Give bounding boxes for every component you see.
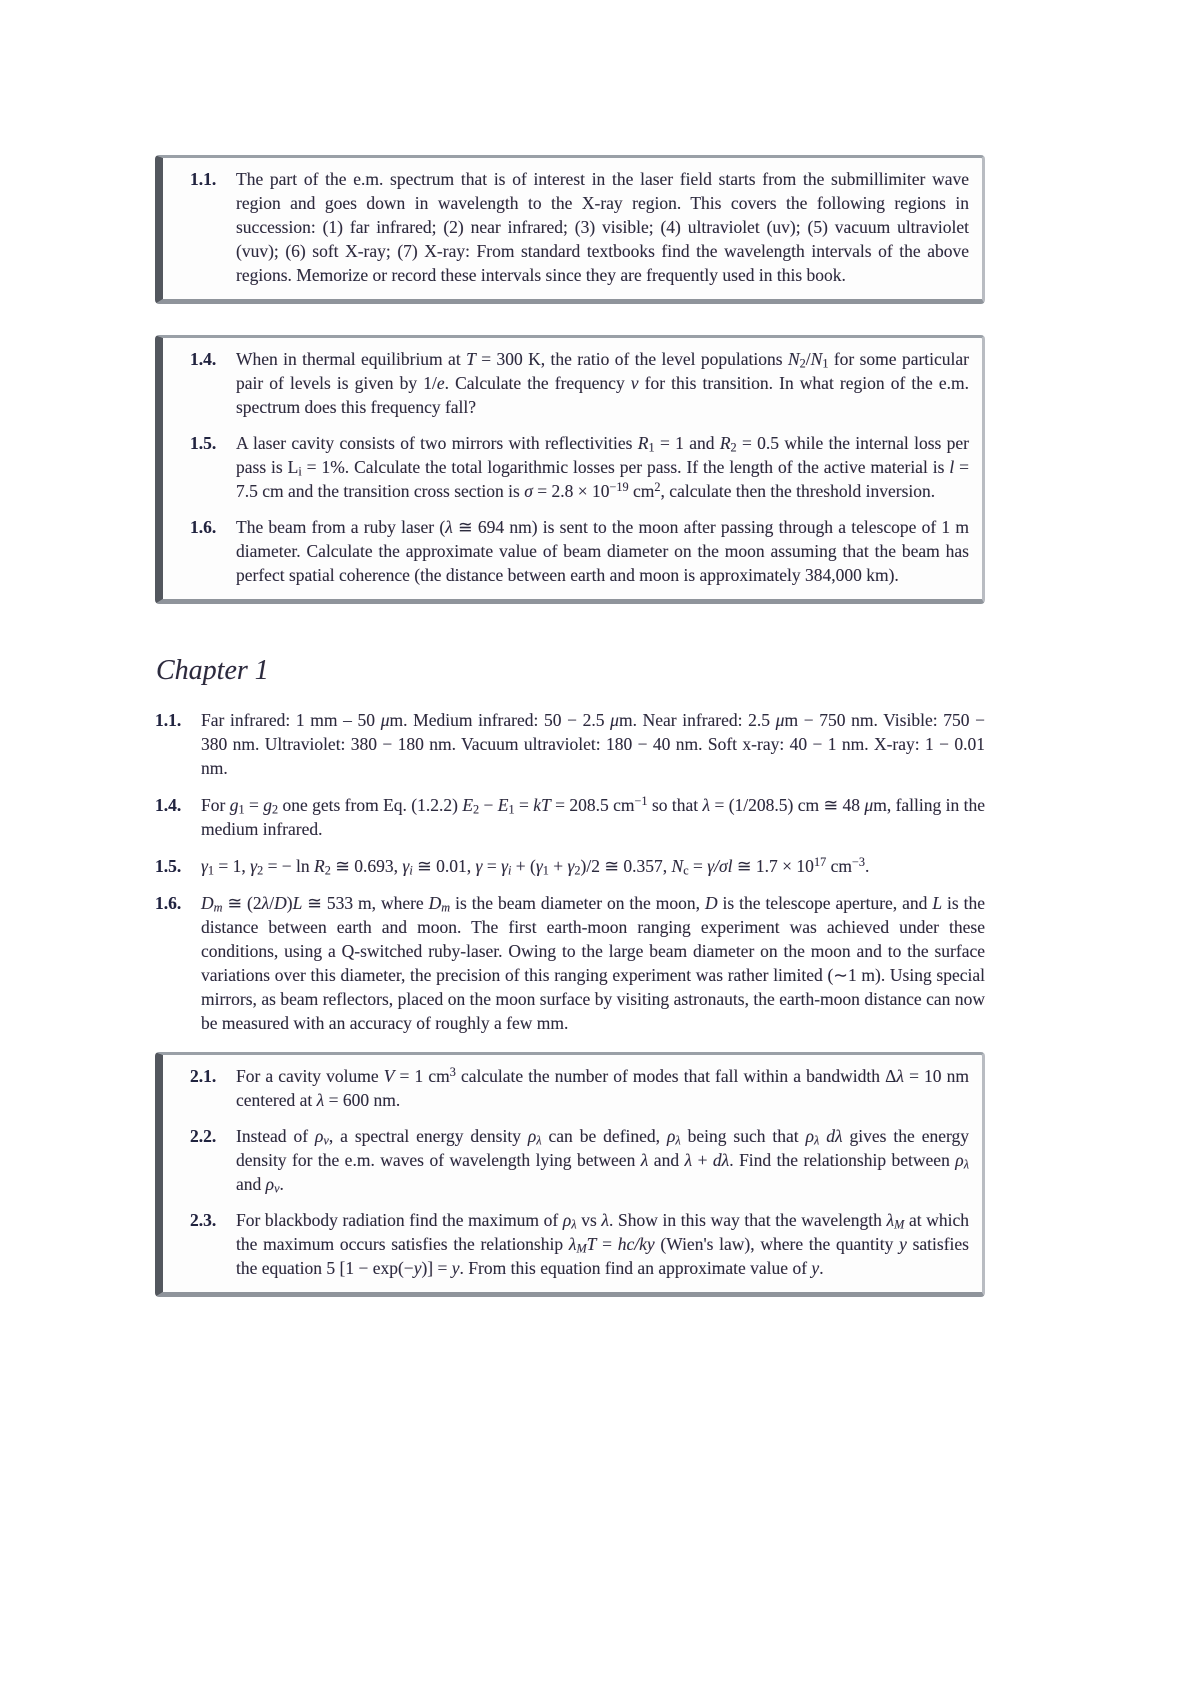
answer-number: 1.1. bbox=[155, 710, 182, 730]
page-content bbox=[155, 155, 985, 1297]
problem-item-1-6 bbox=[190, 515, 969, 587]
problem-text: When in thermal equilibrium at T = 300 K, the ratio of the level populations N2/N1 for some particular pair of levels is given by 1/e. Calculate the frequency ν for this transition. In what region of the e.m. spectrum does this frequency fall? bbox=[236, 349, 969, 417]
problem-item-1-1 bbox=[190, 167, 969, 287]
problem-item-1-5 bbox=[190, 431, 969, 503]
problem-text: The part of the e.m. spectrum that is of interest in the laser field starts from the submillimiter wave region and goes down in wavelength to the X-ray region. This covers the following regions in succession: (1) far infrared; (2) near infrared; (3) visible; (4) ultraviolet (uv); (5) vacuum ultraviolet (vuv); (6) soft X-ray; (7) X-ray: From standard textbooks find the wavelength intervals of the above regions. Memorize or record these intervals since they are frequently used in this book. bbox=[236, 169, 969, 285]
answer-number: 1.5. bbox=[155, 856, 182, 876]
problem-number: 1.4. bbox=[190, 349, 217, 369]
problem-text: For blackbody radiation find the maximum of ρλ vs λ. Show in this way that the wavelength λM at which the maximum occurs satisfies the relationship λMT = hc/ky (Wien's law), where the quantity y satisfies the equation 5 [1 − exp(−y)] = y. From this equation find an approximate value of y. bbox=[236, 1210, 969, 1278]
problem-item-2-1 bbox=[190, 1064, 969, 1112]
answer-item-1-5 bbox=[155, 854, 985, 878]
answer-text: Far infrared: 1 mm – 50 μm. Medium infrared: 50 − 2.5 μm. Near infrared: 2.5 μm − 750 nm. Visible: 750 − 380 nm. Ultraviolet: 380 − 180 nm. Vacuum ultraviolet: 180 − 40 nm. Soft x-ray: 40 − 1 nm. X-ray: 1 − 0.01 nm. bbox=[201, 710, 985, 778]
answer-text: γ1 = 1, γ2 = − ln R2 ≅ 0.693, γi ≅ 0.01, γ = γi + (γ1 + γ2)/2 ≅ 0.357, Nc = γ/σl ≅ $1.7 \times 10^{17}$ $cm^{-3}$. bbox=[201, 854, 870, 878]
problem-number: 1.5. bbox=[190, 433, 217, 453]
problem-number: 2.3. bbox=[190, 1210, 217, 1230]
problem-text: The beam from a ruby laser (λ ≅ 694 nm) is sent to the moon after passing through a telescope of 1 m diameter. Calculate the approximate value of beam diameter on the moon assuming that the beam has perfect spatial coherence (the distance between earth and moon is approximately 384,000 km). bbox=[236, 517, 969, 585]
answer-text: For g1 = g2 one gets from Eq. (1.2.2) E2 − E1 = kT = 208.5 $cm^{-1}$ so that λ = (1/208.5) cm ≅ 48 μm, falling in the medium infrared. bbox=[201, 793, 986, 839]
problem-text: Instead of ρν, a spectral energy density ρλ can be defined, ρλ being such that ρλ dλ gives the energy density for the e.m. waves of wavelength lying between λ and λ + dλ. Find the relationship between ρλ and ρν. bbox=[236, 1126, 969, 1196]
problem-box-bottom bbox=[155, 1052, 985, 1297]
problem-number: 2.2. bbox=[190, 1126, 217, 1146]
answer-text: Dm ≅ (2λ/D)L ≅ 533 m, where Dm is the beam diameter on the moon, D is the telescope aperture, and L is the distance between earth and moon. The first earth-moon ranging experiment was achieved under these conditions, using a Q-switched ruby-laser. Owing to the large beam diameter on the moon and to the surface variations over this diameter, the precision of this ranging experiment was rather limited (∼1 m). Using special mirrors, as beam reflectors, placed on the moon surface by visiting astronauts, the earth-moon distance can now be measured with an accuracy of roughly a few mm. bbox=[201, 893, 985, 1033]
problem-text: For a cavity volume V = 1 $cm^3$ calculate the number of modes that fall within a bandwidth Δλ = 10 nm centered at λ = 600 nm. bbox=[236, 1064, 970, 1110]
problem-number: 1.1. bbox=[190, 169, 217, 189]
answer-item-1-1 bbox=[155, 708, 985, 780]
answer-number: 1.4. bbox=[155, 795, 182, 815]
problem-item-1-4 bbox=[190, 347, 969, 419]
problem-number: 1.6. bbox=[190, 517, 217, 537]
answer-number: 1.6. bbox=[155, 893, 182, 913]
problem-box-top bbox=[155, 155, 985, 304]
answer-item-1-6 bbox=[155, 891, 985, 1035]
problem-item-2-2 bbox=[190, 1124, 969, 1196]
chapter-heading: Chapter 1 bbox=[156, 655, 269, 686]
problem-box-middle bbox=[155, 335, 985, 604]
answers-section bbox=[155, 708, 985, 1035]
problem-item-2-3 bbox=[190, 1208, 969, 1280]
answer-item-1-4 bbox=[155, 793, 985, 841]
problem-number: 2.1. bbox=[190, 1066, 217, 1086]
problem-text: A laser cavity consists of two mirrors with reflectivities R1 = 1 and R2 = 0.5 while the internal loss per pass is Li = 1%. Calculate the total logarithmic losses per pass. If the length of the active material is l = 7.5 cm and the transition cross section is $\sigma = 2.8 \times 10^{-19}$ $cm^2$, calculate then the threshold inversion. bbox=[236, 433, 969, 501]
